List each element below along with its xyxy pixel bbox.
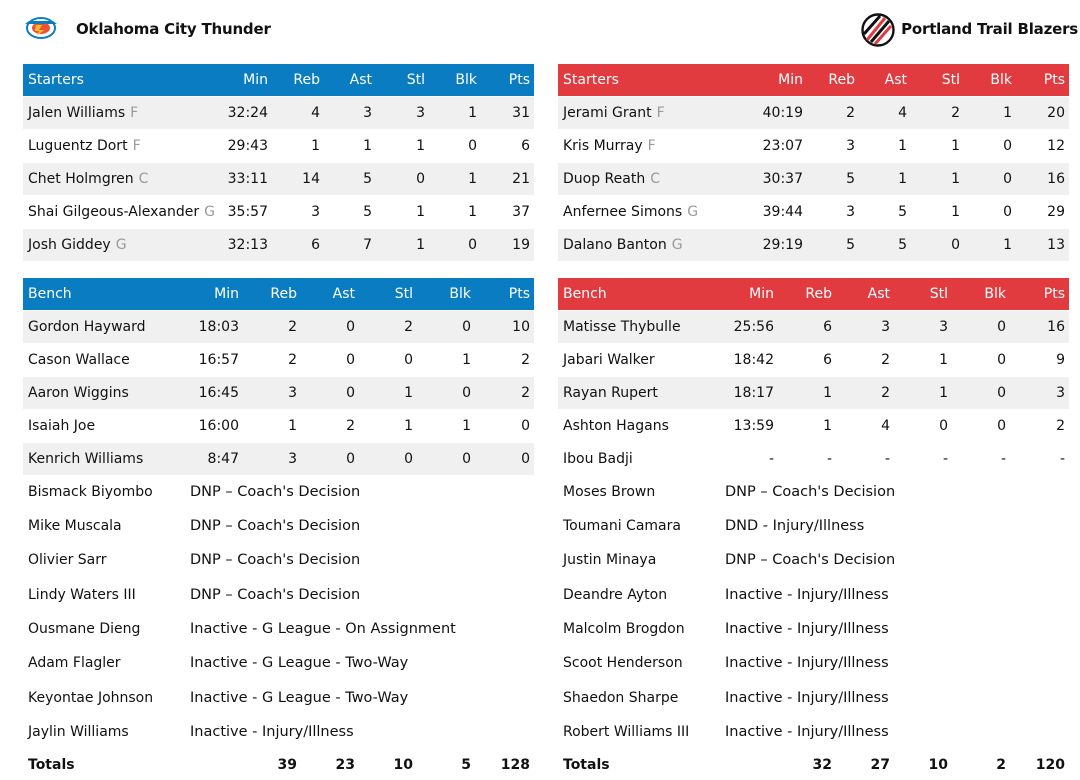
list-item [558,476,1069,508]
stat-reb: 1 [823,418,832,434]
player-status: Inactive - G League - Two-Way [190,655,409,671]
okc-team-name: Oklahoma City Thunder [76,20,271,38]
pts-header: Pts [1043,72,1065,88]
stat-stl: 1 [939,352,948,368]
stat-ast: 0 [346,451,355,467]
list-item [23,510,534,542]
stat-blk: 1 [468,204,477,220]
stat-min: 18:03 [198,319,239,335]
blk-header: Blk [455,72,477,88]
stat-reb: 3 [846,204,855,220]
stat-stl: 2 [951,105,960,121]
total-pts: 120 [1035,757,1065,773]
blk-header: Blk [449,286,471,302]
stat-min: 29:19 [762,237,803,253]
stat-blk: 1 [1003,105,1012,121]
pts-header: Pts [1043,286,1065,302]
player-position: F [132,138,141,154]
player-position: G [687,204,699,220]
ast-header: Ast [884,72,907,88]
stat-min: 35:57 [227,204,268,220]
stat-pts: 0 [521,418,530,434]
stat-blk: 0 [997,319,1006,335]
stat-reb: 3 [288,385,297,401]
player-name[interactable]: Isaiah Joe [28,418,96,434]
totals-label: Totals [563,757,610,773]
stat-reb: 2 [846,105,855,121]
stat-min: 8:47 [207,451,239,467]
stat-reb: 3 [846,138,855,154]
trail-blazers-logo-icon [861,12,895,48]
stat-blk: 0 [462,319,471,335]
stat-reb: - [826,451,832,467]
stat-min: 23:07 [762,138,803,154]
player-status: Inactive - Injury/Illness [725,724,889,740]
stat-ast: 3 [881,319,890,335]
player-name[interactable]: Kenrich Williams [28,451,144,467]
player-status: Inactive - Injury/Illness [725,587,889,603]
player-name[interactable]: Chet Holmgren [28,171,134,187]
stat-reb: 5 [846,171,855,187]
table-row [558,377,1069,409]
list-item [23,579,534,611]
player-name[interactable]: Moses Brown [563,484,656,500]
table-row [558,130,1069,162]
okc-starters-header [23,64,534,96]
player-position: F [656,105,665,121]
stat-pts: 6 [521,138,530,154]
player-name[interactable]: Deandre Ayton [563,587,668,603]
total-stl: 10 [928,757,948,773]
player-status: DNP – Coach's Decision [190,484,361,500]
bench-label: Bench [28,286,72,302]
stat-pts: 16 [1047,171,1065,187]
stat-pts: 12 [1047,138,1065,154]
stat-blk: 0 [468,138,477,154]
total-stl: 10 [393,757,413,773]
list-item [23,682,534,714]
player-status: DNP – Coach's Decision [725,484,896,500]
player-name[interactable]: Rayan Rupert [563,385,658,401]
stl-header: Stl [394,286,413,302]
por-team-header [558,12,1078,46]
reb-header: Reb [828,72,855,88]
player-position: F [130,105,139,121]
stat-ast: 0 [346,319,355,335]
total-ast: 23 [335,757,355,773]
player-name[interactable]: Malcolm Brogdon [563,621,685,637]
table-row [23,229,534,261]
stat-min: - [768,451,774,467]
player-name[interactable]: Olivier Sarr [28,552,107,568]
stat-pts: 21 [512,171,530,187]
stat-blk: 0 [997,385,1006,401]
stat-reb: 2 [288,352,297,368]
stat-pts: 19 [512,237,530,253]
table-row [23,311,534,343]
player-status: Inactive - Injury/Illness [190,724,354,740]
list-item [558,613,1069,645]
player-name[interactable]: Scoot Henderson [563,655,683,671]
stat-pts: 20 [1047,105,1065,121]
stat-pts: 2 [521,352,530,368]
blk-header: Blk [984,286,1006,302]
stat-ast: - [884,451,890,467]
okc-boxscore [23,0,534,780]
table-row [23,97,534,129]
stat-stl: 0 [416,171,425,187]
stl-header: Stl [941,72,960,88]
stat-blk: 0 [1003,204,1012,220]
player-name[interactable]: Matisse Thybulle [563,319,681,335]
player-name[interactable]: Lindy Waters III [28,587,136,603]
player-status: DND - Injury/Illness [725,518,865,534]
stat-stl: 2 [404,319,413,335]
table-row [558,443,1069,475]
list-item [23,476,534,508]
player-status: DNP – Coach's Decision [725,552,896,568]
stat-reb: 3 [311,204,320,220]
pts-header: Pts [508,286,530,302]
stat-pts: 13 [1047,237,1065,253]
stat-stl: 1 [416,237,425,253]
stat-ast: 5 [898,237,907,253]
min-header: Min [749,286,774,302]
stat-stl: 0 [404,451,413,467]
player-name[interactable]: Toumani Camara [563,518,681,534]
table-row [558,344,1069,376]
stat-stl: 1 [416,138,425,154]
table-row [558,311,1069,343]
player-name[interactable]: Justin Minaya [563,552,657,568]
player-name[interactable]: Shaedon Sharpe [563,690,679,706]
table-row [23,196,534,228]
table-row [23,130,534,162]
stat-stl: 1 [416,204,425,220]
stat-min: 18:42 [733,352,774,368]
player-status: Inactive - G League - On Assignment [190,621,456,637]
player-name[interactable]: Anfernee Simons [563,204,683,220]
stat-pts: 31 [512,105,530,121]
player-position: F [647,138,656,154]
ast-header: Ast [867,286,890,302]
stat-pts: 10 [512,319,530,335]
starters-label: Starters [563,72,619,88]
total-pts: 128 [500,757,530,773]
okc-totals-row [23,749,534,780]
player-status: DNP – Coach's Decision [190,552,361,568]
stat-min: 30:37 [762,171,803,187]
stat-pts: 2 [1056,418,1065,434]
starters-label: Starters [28,72,84,88]
stat-reb: 4 [311,105,320,121]
stat-blk: - [1000,451,1006,467]
list-item [558,510,1069,542]
table-row [23,377,534,409]
stat-pts: 29 [1047,204,1065,220]
stat-min: 29:43 [227,138,268,154]
por-totals-row [558,749,1069,780]
stat-ast: 5 [363,171,372,187]
player-name[interactable]: Jerami Grant [563,105,652,121]
stat-stl: 1 [951,171,960,187]
stat-min: 39:44 [762,204,803,220]
stat-min: 16:00 [198,418,239,434]
stat-blk: 0 [1003,171,1012,187]
stat-blk: 0 [997,418,1006,434]
player-name[interactable]: Josh Giddey [28,237,111,253]
list-item [558,682,1069,714]
list-item [558,716,1069,748]
stat-blk: 1 [468,171,477,187]
min-header: Min [778,72,803,88]
stat-stl: 1 [404,385,413,401]
player-status: Inactive - Injury/Illness [725,621,889,637]
stat-ast: 4 [881,418,890,434]
player-status: DNP – Coach's Decision [190,587,361,603]
player-position: G [204,204,215,220]
stat-ast: 7 [363,237,372,253]
stat-ast: 1 [363,138,372,154]
player-name[interactable]: Jalen Williams [28,105,126,121]
stat-ast: 5 [898,204,907,220]
blk-header: Blk [990,72,1012,88]
player-name[interactable]: Kris Murray [563,138,643,154]
stat-stl: 1 [404,418,413,434]
player-name[interactable]: Gordon Hayward [28,319,146,335]
player-status: Inactive - Injury/Illness [725,690,889,706]
por-bench-header [558,278,1069,310]
ast-header: Ast [332,286,355,302]
stat-reb: 2 [288,319,297,335]
stat-ast: 0 [346,352,355,368]
stat-min: 33:11 [227,171,268,187]
stat-blk: 1 [468,105,477,121]
table-row [558,97,1069,129]
table-row [558,196,1069,228]
stat-stl: 0 [939,418,948,434]
stat-stl: 1 [951,204,960,220]
stat-blk: 1 [1003,237,1012,253]
player-name[interactable]: Adam Flagler [28,655,121,671]
stat-stl: 0 [951,237,960,253]
list-item [558,544,1069,576]
table-row [23,344,534,376]
list-item [558,579,1069,611]
stat-min: 13:59 [733,418,774,434]
stat-blk: 0 [468,237,477,253]
stat-stl: 3 [939,319,948,335]
stat-ast: 1 [898,171,907,187]
player-status: DNP – Coach's Decision [190,518,361,534]
player-status: Inactive - G League - Two-Way [190,690,409,706]
player-position: G [671,237,683,253]
player-position: C [650,171,660,187]
stat-blk: 1 [462,352,471,368]
stat-ast: 0 [346,385,355,401]
por-starters-header [558,64,1069,96]
por-boxscore [558,0,1078,780]
stat-ast: 1 [898,138,907,154]
pts-header: Pts [508,72,530,88]
stat-pts: 37 [512,204,530,220]
stat-pts: - [1059,451,1065,467]
total-reb: 32 [812,757,832,773]
okc-team-header [23,12,534,46]
stat-reb: 6 [311,237,320,253]
stat-pts: 2 [521,385,530,401]
ast-header: Ast [349,72,372,88]
stat-reb: 1 [288,418,297,434]
min-header: Min [243,72,268,88]
player-position: G [115,237,127,253]
player-name[interactable]: Cason Wallace [28,352,130,368]
reb-header: Reb [270,286,297,302]
stat-pts: 0 [521,451,530,467]
totals-label: Totals [28,757,75,773]
player-name[interactable]: Ousmane Dieng [28,621,141,637]
stat-stl: 1 [939,385,948,401]
table-row [558,410,1069,442]
player-name[interactable]: Duop Reath [563,171,646,187]
player-name[interactable]: Bismack Biyombo [28,484,153,500]
stat-stl: 0 [404,352,413,368]
stat-stl: 3 [416,105,425,121]
stat-reb: 5 [846,237,855,253]
table-row [23,163,534,195]
stat-ast: 3 [363,105,372,121]
table-row [23,410,534,442]
stat-ast: 4 [898,105,907,121]
player-position: C [138,171,149,187]
stat-ast: 2 [881,385,890,401]
bench-label: Bench [563,286,607,302]
stat-min: 32:13 [227,237,268,253]
player-name[interactable]: Mike Muscala [28,518,122,534]
stat-blk: 1 [462,418,471,434]
stat-pts: 16 [1047,319,1065,335]
stat-blk: 0 [997,352,1006,368]
stat-pts: 9 [1056,352,1065,368]
stat-reb: 3 [288,451,297,467]
total-blk: 5 [461,757,471,773]
stat-reb: 1 [311,138,320,154]
thunder-logo-icon [23,14,59,42]
player-name[interactable]: Luguentz Dort [28,138,128,154]
player-name[interactable]: Robert Williams III [563,724,690,740]
stat-pts: 3 [1056,385,1065,401]
stat-reb: 14 [302,171,320,187]
player-name[interactable]: Aaron Wiggins [28,385,129,401]
table-row [558,229,1069,261]
stat-min: 32:24 [227,105,268,121]
player-status: Inactive - Injury/Illness [725,655,889,671]
total-blk: 2 [996,757,1006,773]
stat-reb: 1 [823,385,832,401]
stl-header: Stl [929,286,948,302]
reb-header: Reb [293,72,320,88]
stat-min: 18:17 [733,385,774,401]
list-item [23,716,534,748]
stat-min: 16:57 [198,352,239,368]
stat-blk: 0 [462,385,471,401]
total-ast: 27 [870,757,890,773]
table-row [558,163,1069,195]
list-item [558,647,1069,679]
player-name[interactable]: Jaylin Williams [28,724,129,740]
player-name[interactable]: Dalano Banton [563,237,667,253]
total-reb: 39 [277,757,297,773]
player-name[interactable]: Keyontae Johnson [28,690,154,706]
stat-min: 40:19 [762,105,803,121]
stat-ast: 5 [363,204,372,220]
table-row [23,443,534,475]
stat-ast: 2 [346,418,355,434]
stat-min: 25:56 [733,319,774,335]
player-name[interactable]: Ashton Hagans [563,418,669,434]
list-item [23,613,534,645]
stat-stl: - [942,451,948,467]
list-item [23,647,534,679]
stat-blk: 0 [1003,138,1012,154]
stl-header: Stl [406,72,425,88]
player-name[interactable]: Jabari Walker [563,352,655,368]
stat-blk: 0 [462,451,471,467]
stat-min: 16:45 [198,385,239,401]
stat-stl: 1 [951,138,960,154]
stat-reb: 6 [823,319,832,335]
stat-reb: 6 [823,352,832,368]
player-name[interactable]: Ibou Badji [563,451,633,467]
player-name[interactable]: Shai Gilgeous-Alexander [28,204,200,220]
por-team-name: Portland Trail Blazers [901,20,1078,38]
min-header: Min [214,286,239,302]
okc-bench-header [23,278,534,310]
list-item [23,544,534,576]
reb-header: Reb [805,286,832,302]
stat-ast: 2 [881,352,890,368]
